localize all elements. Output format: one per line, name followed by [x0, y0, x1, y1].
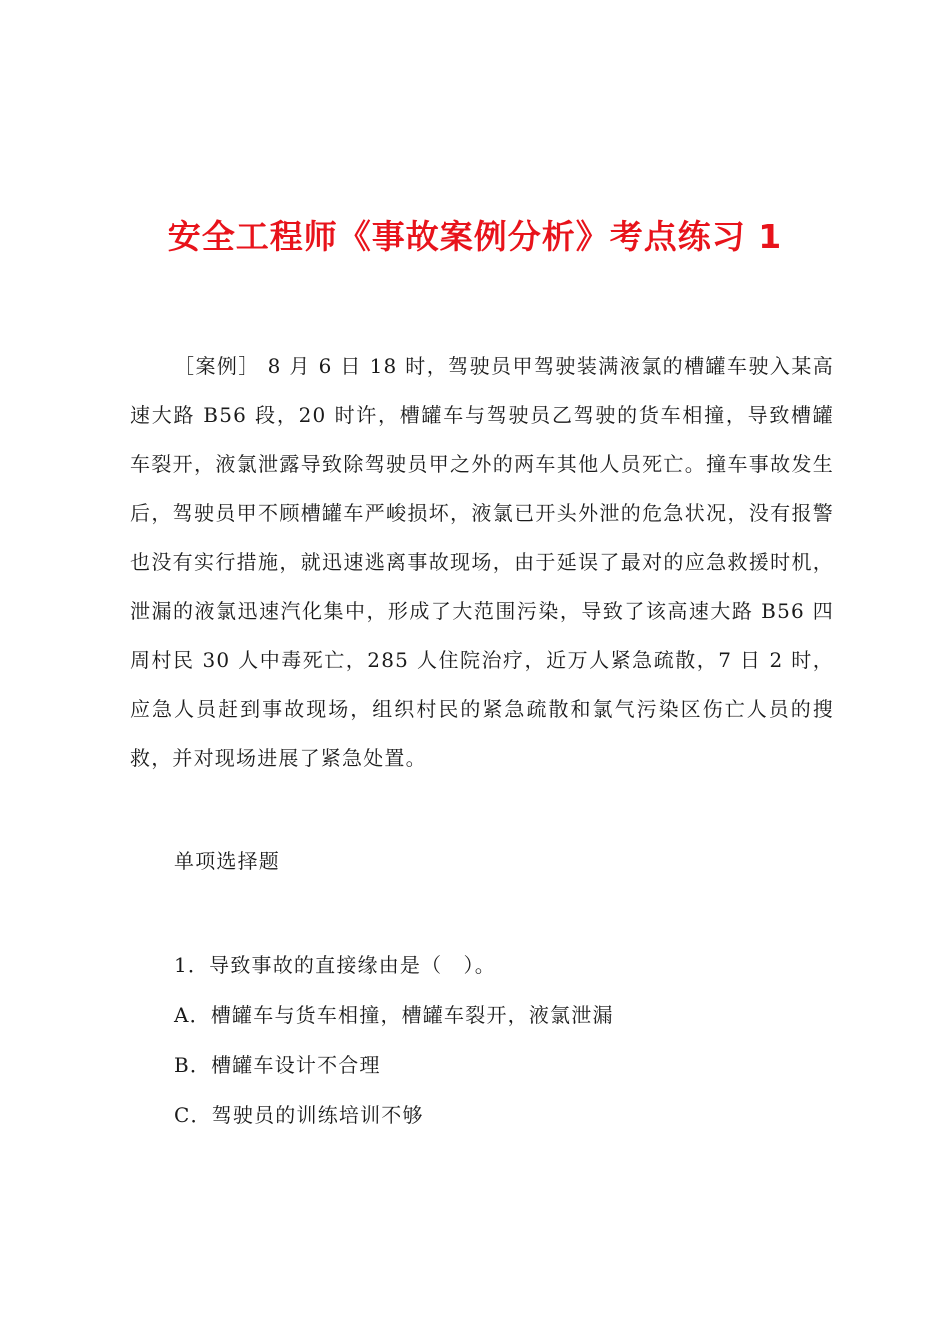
case-description: ［案例］ 8 月 6 日 18 时，驾驶员甲驾驶装满液氯的槽罐车驶入某高速大路 B56 段，20 时许，槽罐车与驾驶员乙驾驶的货车相撞，导致槽罐车裂开，液氯泄露导致除驾驶员甲之外的两车其他人员死亡。撞车事故发生后，驾驶员甲不顾槽罐车严峻损坏，液氯已开头外泄的危急状况，没有报警也没有实行措施，就迅速逃离事故现场，由于延误了最对的应急救援时机，泄漏的液氯迅速汽化集中，形成了大范围污染，导致了该高速大路 B56 四周村民 30 人中毒死亡，285 人住院治疗，近万人紧急疏散，7 日 2 时，应急人员赶到事故现场，组织村民的紧急疏散和氯气污染区伤亡人员的搜救，并对现场进展了紧急处置。	[130, 354, 834, 770]
option-a: A．槽罐车与货车相撞，槽罐车裂开，液氯泄漏	[174, 1003, 614, 1027]
option-c: C．驾驶员的训练培训不够	[174, 1103, 424, 1127]
question-block	[174, 940, 834, 1140]
section-heading: 单项选择题	[174, 849, 280, 873]
document-title: 安全工程师《事故案例分析》考点练习 1	[167, 217, 783, 256]
question-stem: 1．导致事故的直接缘由是（ ）。	[174, 953, 496, 977]
option-b: B．槽罐车设计不合理	[174, 1053, 381, 1077]
